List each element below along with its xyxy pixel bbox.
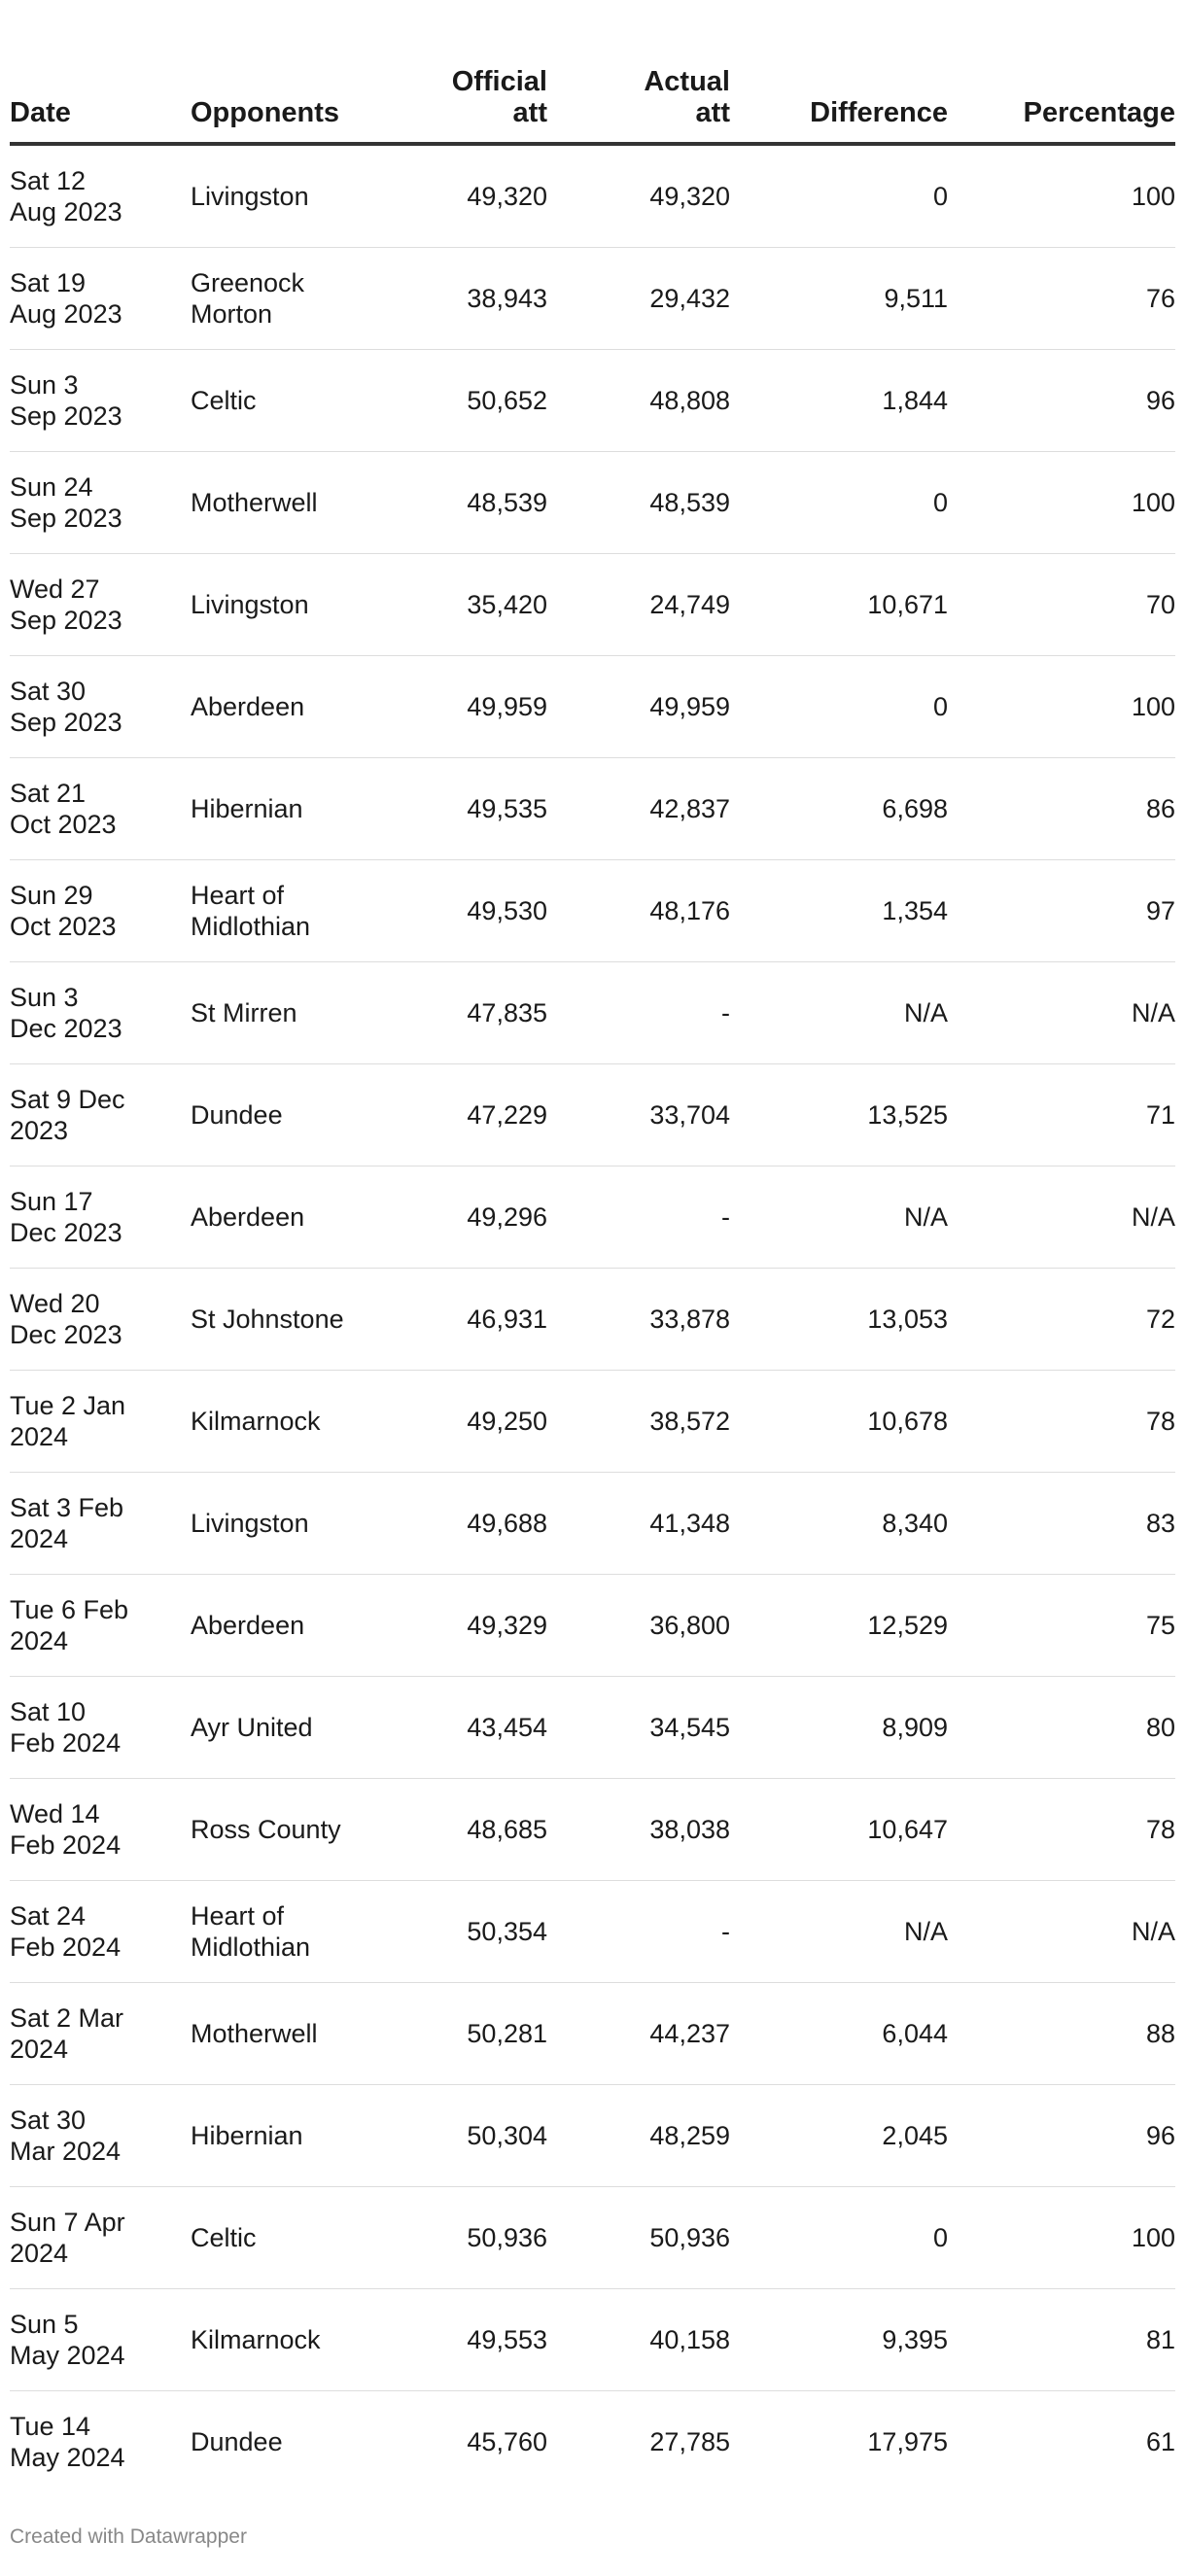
cell-percentage: 81 [948, 2289, 1175, 2391]
cell-official: 48,685 [404, 1779, 547, 1881]
cell-opponents: Hibernian [191, 2085, 404, 2187]
cell-percentage: 86 [948, 758, 1175, 860]
cell-opponents: Dundee [191, 2427, 283, 2456]
cell-difference: 0 [730, 452, 948, 554]
cell-official: 49,535 [404, 758, 547, 860]
cell-percentage: 100 [948, 656, 1175, 758]
cell-percentage: 96 [948, 2085, 1175, 2187]
table-row [10, 1677, 1175, 1779]
cell-opponents: Hibernian [191, 758, 404, 860]
column-header-official[interactable]: Official att [404, 41, 547, 144]
cell-date: Sat 21 Oct 2023 [10, 758, 191, 860]
table-row [10, 248, 1175, 350]
cell-official: 47,835 [404, 962, 547, 1064]
table-row [10, 1269, 1175, 1371]
cell-official: 49,320 [404, 144, 547, 248]
cell-actual: 38,572 [547, 1371, 730, 1473]
cell-date: Sun 29 Oct 2023 [10, 860, 191, 962]
cell-difference: 13,053 [730, 1269, 948, 1371]
datawrapper-credit: Created with Datawrapper [10, 2525, 247, 2548]
cell-percentage: 72 [948, 1269, 1175, 1371]
cell-official: 49,553 [404, 2289, 547, 2391]
cell-percentage: 71 [948, 1064, 1175, 1166]
cell-percentage: 88 [948, 1983, 1175, 2085]
cell-opponents: Livingston [191, 1473, 404, 1575]
table-row [10, 962, 1175, 1064]
cell-opponents: Celtic [191, 350, 404, 452]
cell-difference: 10,678 [730, 1371, 948, 1473]
table-row [10, 1371, 1175, 1473]
cell-date: Sat 9 Dec 2023 [10, 1064, 191, 1166]
cell-date: Tue 14 May 2024 [10, 2412, 125, 2472]
cell-official: 49,296 [404, 1166, 547, 1269]
table-row [10, 860, 1175, 962]
cell-date: Sat 10 Feb 2024 [10, 1677, 191, 1779]
table-row [10, 2391, 1175, 2493]
cell-actual: 38,038 [547, 1779, 730, 1881]
cell-date: Tue 2 Jan 2024 [10, 1371, 191, 1473]
cell-official: 38,943 [404, 248, 547, 350]
table-row [10, 656, 1175, 758]
cell-actual: 48,539 [547, 452, 730, 554]
cell-date: Sun 7 Apr 2024 [10, 2187, 191, 2289]
cell-opponents: Motherwell [191, 1983, 404, 2085]
cell-date: Sun 3 Sep 2023 [10, 350, 191, 452]
cell-difference: 2,045 [730, 2085, 948, 2187]
table-row [10, 1473, 1175, 1575]
cell-actual: 41,348 [547, 1473, 730, 1575]
cell-opponents: St Mirren [191, 962, 404, 1064]
table-row [10, 1575, 1175, 1677]
cell-actual: 48,176 [547, 860, 730, 962]
cell-difference: N/A [730, 1166, 948, 1269]
cell-date: Sat 24 Feb 2024 [10, 1881, 191, 1983]
cell-percentage: 100 [948, 452, 1175, 554]
table-row [10, 2187, 1175, 2289]
cell-actual: 40,158 [547, 2289, 730, 2391]
cell-difference: 1,844 [730, 350, 948, 452]
cell-date: Sat 2 Mar 2024 [10, 1983, 191, 2085]
cell-percentage: 61 [1145, 2427, 1175, 2456]
cell-official: 43,454 [404, 1677, 547, 1779]
cell-actual: 49,959 [547, 656, 730, 758]
cell-actual: 33,878 [547, 1269, 730, 1371]
cell-difference: 6,044 [730, 1983, 948, 2085]
cell-actual: 34,545 [547, 1677, 730, 1779]
column-header-opponents[interactable]: Opponents [191, 41, 404, 144]
cell-percentage: 80 [948, 1677, 1175, 1779]
cell-actual: - [547, 1881, 730, 1983]
cell-opponents: Ross County [191, 1779, 404, 1881]
cell-opponents: Greenock Morton [191, 248, 404, 350]
table-row [10, 2085, 1175, 2187]
cell-date: Wed 14 Feb 2024 [10, 1779, 191, 1881]
cell-difference: 0 [730, 656, 948, 758]
table-row [10, 1779, 1175, 1881]
cell-opponents: Aberdeen [191, 1166, 404, 1269]
cell-official: 47,229 [404, 1064, 547, 1166]
cell-official: 46,931 [404, 1269, 547, 1371]
cell-opponents: Livingston [191, 144, 404, 248]
cell-difference: 12,529 [730, 1575, 948, 1677]
table-row [10, 1166, 1175, 1269]
cell-date: Sat 30 Sep 2023 [10, 656, 191, 758]
cell-actual: 27,785 [649, 2427, 730, 2456]
cell-official: 50,281 [404, 1983, 547, 2085]
cell-percentage: 100 [948, 144, 1175, 248]
cell-date: Wed 20 Dec 2023 [10, 1269, 191, 1371]
header-row [10, 41, 1175, 144]
cell-opponents: Ayr United [191, 1677, 404, 1779]
cell-difference: N/A [730, 962, 948, 1064]
table-row [10, 1881, 1175, 1983]
table-row [10, 758, 1175, 860]
cell-actual: 48,808 [547, 350, 730, 452]
cell-opponents: Livingston [191, 554, 404, 656]
cell-opponents: St Johnstone [191, 1269, 404, 1371]
cell-percentage: 75 [948, 1575, 1175, 1677]
cell-actual: 49,320 [547, 144, 730, 248]
cell-date: Sat 3 Feb 2024 [10, 1473, 191, 1575]
cell-official: 35,420 [404, 554, 547, 656]
cell-difference: 0 [730, 144, 948, 248]
cell-official: 50,304 [404, 2085, 547, 2187]
cell-actual: 42,837 [547, 758, 730, 860]
cell-actual: 24,749 [547, 554, 730, 656]
cell-official: 50,354 [404, 1881, 547, 1983]
table-row [10, 350, 1175, 452]
cell-percentage: N/A [948, 1166, 1175, 1269]
cell-date: Sat 12 Aug 2023 [10, 144, 191, 248]
cell-percentage: 76 [948, 248, 1175, 350]
table-row [10, 452, 1175, 554]
cell-opponents: Aberdeen [191, 1575, 404, 1677]
cell-percentage: 97 [948, 860, 1175, 962]
cell-difference: 0 [730, 2187, 948, 2289]
cell-official: 50,936 [404, 2187, 547, 2289]
cell-percentage: 78 [948, 1371, 1175, 1473]
cell-opponents: Kilmarnock [191, 1371, 404, 1473]
cell-official: 49,250 [404, 1371, 547, 1473]
cell-difference: 6,698 [730, 758, 948, 860]
cell-date: Sat 30 Mar 2024 [10, 2085, 191, 2187]
table-row [10, 1983, 1175, 2085]
cell-actual: 36,800 [547, 1575, 730, 1677]
cell-date: Sun 5 May 2024 [10, 2289, 191, 2391]
cell-actual: 50,936 [547, 2187, 730, 2289]
cell-date: Sat 19 Aug 2023 [10, 248, 191, 350]
table-header [10, 41, 1175, 144]
column-header-date[interactable]: Date [10, 41, 191, 144]
column-header-actual[interactable]: Actual att [547, 41, 730, 144]
table-row [10, 554, 1175, 656]
cell-percentage: N/A [948, 962, 1175, 1064]
cell-official: 49,329 [404, 1575, 547, 1677]
cell-official: 49,530 [404, 860, 547, 962]
cell-difference: 9,511 [730, 248, 948, 350]
cell-difference: N/A [730, 1881, 948, 1983]
cell-percentage: 96 [948, 350, 1175, 452]
cell-difference: 1,354 [730, 860, 948, 962]
cell-difference: 13,525 [730, 1064, 948, 1166]
cell-actual: 48,259 [547, 2085, 730, 2187]
cell-official: 45,760 [467, 2427, 547, 2456]
attendance-table [10, 41, 1175, 2492]
cell-difference: 10,671 [730, 554, 948, 656]
cell-actual: 29,432 [547, 248, 730, 350]
table-row [10, 1064, 1175, 1166]
cell-official: 49,688 [404, 1473, 547, 1575]
cell-opponents: Aberdeen [191, 656, 404, 758]
cell-difference: 17,975 [867, 2427, 948, 2456]
table-row [10, 2289, 1175, 2391]
cell-difference: 9,395 [730, 2289, 948, 2391]
cell-official: 48,539 [404, 452, 547, 554]
cell-percentage: 83 [948, 1473, 1175, 1575]
cell-opponents: Motherwell [191, 452, 404, 554]
cell-official: 50,652 [404, 350, 547, 452]
cell-date: Sun 24 Sep 2023 [10, 452, 191, 554]
cell-date: Tue 6 Feb 2024 [10, 1575, 191, 1677]
cell-date: Sun 17 Dec 2023 [10, 1166, 191, 1269]
table-body [10, 144, 1175, 2492]
cell-official: 49,959 [404, 656, 547, 758]
cell-date: Sun 3 Dec 2023 [10, 962, 191, 1064]
cell-difference: 8,909 [730, 1677, 948, 1779]
cell-percentage: 78 [948, 1779, 1175, 1881]
cell-difference: 10,647 [730, 1779, 948, 1881]
column-header-difference[interactable]: Difference [730, 41, 948, 144]
cell-difference: 8,340 [730, 1473, 948, 1575]
table-row [10, 144, 1175, 248]
cell-actual: 44,237 [547, 1983, 730, 2085]
cell-actual: - [547, 962, 730, 1064]
cell-actual: 33,704 [547, 1064, 730, 1166]
cell-opponents: Heart of Midlothian [191, 860, 404, 962]
cell-percentage: N/A [948, 1881, 1175, 1983]
cell-opponents: Heart of Midlothian [191, 1881, 404, 1983]
cell-date: Wed 27 Sep 2023 [10, 554, 191, 656]
cell-percentage: 100 [948, 2187, 1175, 2289]
cell-actual: - [547, 1166, 730, 1269]
cell-percentage: 70 [948, 554, 1175, 656]
column-header-percentage[interactable]: Percentage [948, 41, 1175, 144]
cell-opponents: Dundee [191, 1064, 404, 1166]
cell-opponents: Celtic [191, 2187, 404, 2289]
cell-opponents: Kilmarnock [191, 2289, 404, 2391]
